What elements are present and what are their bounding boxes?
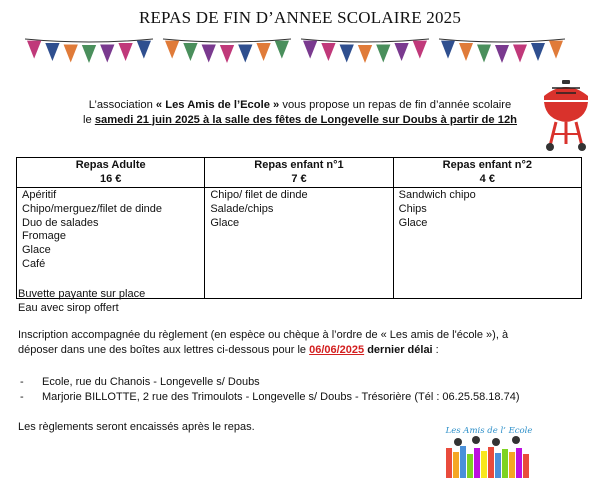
bunting-flag: [477, 45, 491, 63]
bunting-flag: [495, 45, 509, 63]
logo-text: Les Amis de l’ Ecole: [445, 426, 533, 436]
final-note: Les règlements seront encaissés après le repas.: [18, 421, 255, 433]
bunting-flag: [165, 41, 179, 59]
menu-column-header: [205, 158, 393, 188]
bunting-flag: [220, 45, 234, 63]
menu-item: Café: [22, 257, 46, 270]
bunting-flag: [202, 45, 216, 63]
bunting-flag: [340, 45, 354, 63]
inscription-colon: :: [432, 344, 439, 356]
bunting-flag: [441, 41, 455, 59]
menu-column-items: [17, 188, 205, 299]
address-item: [20, 390, 520, 405]
menu-item: Glace: [22, 244, 51, 257]
menu-column-header: [393, 158, 581, 188]
inscription-line1: Inscription accompagnée du règlement (en espèce ou chèque à l’ordre de « Les amis de l'école »), à: [18, 329, 509, 341]
page-title: REPAS DE FIN D’ANNEE SCOLAIRE 2025: [138, 8, 462, 27]
info-notes: [18, 287, 145, 315]
bunting-flag: [459, 43, 473, 61]
bunting-flag: [27, 41, 41, 59]
menu-column-header: [17, 158, 205, 188]
bunting-flag: [394, 43, 408, 61]
menu-item: Fromage: [22, 230, 67, 243]
bunting-flag: [100, 45, 114, 63]
menu-item: Sandwich chipo: [398, 189, 476, 201]
bunting-flag: [118, 43, 132, 61]
column-price: 16 €: [99, 172, 122, 185]
deadline-suffix: dernier délai: [364, 344, 433, 356]
menu-item: Chipo/ filet de dinde: [210, 189, 308, 201]
menu-item: Apéritif: [22, 189, 57, 201]
inscription-line2: [18, 343, 578, 358]
deadline-date: 06/06/2025: [309, 344, 365, 356]
bunting-flag: [82, 45, 96, 63]
bunting-flag: [358, 45, 372, 63]
event-details: samedi 21 juin 2025 à la salle des fêtes de Longevelle sur Doubs à partir de 12h: [94, 113, 518, 126]
menu-item: Chips: [398, 202, 427, 215]
association-name: « Les Amis de l’Ecole »: [155, 99, 280, 111]
intro-suffix: vous propose un repas de fin d’année scolaire: [279, 99, 512, 111]
menu-table: [16, 157, 582, 299]
list-bullet: -: [20, 376, 24, 388]
menu-column-items: [393, 188, 581, 299]
column-price: 4 €: [479, 172, 495, 185]
menu-item: Chipo/merguez/filet de dinde: [22, 202, 163, 215]
address-text: Marjorie BILLOTTE, 2 rue des Trimoulots - Longevelle s/ Doubs - Trésorière (Tél : 06.25.58.18.74): [42, 391, 520, 403]
intro-prefix: L’association: [88, 99, 156, 111]
bunting-flag: [137, 41, 151, 59]
bunting-decoration: [25, 36, 565, 72]
column-price: 7 €: [291, 172, 307, 185]
bunting-flag: [413, 41, 427, 59]
bunting-flag: [321, 43, 335, 61]
bunting-flag: [549, 41, 563, 59]
menu-item: Glace: [398, 216, 428, 229]
menu-column-items: [205, 188, 393, 299]
column-heading: Repas enfant n°1: [254, 159, 344, 171]
inscription-paragraph: [18, 328, 578, 358]
bunting-flag: [531, 43, 545, 61]
bunting-flag: [376, 45, 390, 63]
bunting-flag: [513, 45, 527, 63]
bunting-flag: [238, 45, 252, 63]
buvette-note: Buvette payante sur place: [18, 288, 146, 300]
column-heading: Repas enfant n°2: [442, 159, 533, 171]
bunting-flag: [256, 43, 270, 61]
bunting-flag: [303, 41, 317, 59]
address-list: [20, 375, 520, 405]
menu-item: Salade/chips: [210, 202, 274, 215]
bunting-flag: [183, 43, 197, 61]
eau-note: Eau avec sirop offert: [18, 302, 119, 314]
list-bullet: -: [20, 391, 24, 403]
bunting-flag: [45, 43, 59, 61]
intro-text: [0, 98, 600, 127]
intro-line2-prefix: le: [82, 113, 95, 126]
bunting-flag: [64, 45, 78, 63]
barbecue-icon: [538, 80, 594, 152]
inscription-line2-text: déposer dans une des boîtes aux lettres ci-dessous pour le: [18, 344, 310, 356]
address-text: Ecole, rue du Chanois - Longevelle s/ Doubs: [42, 376, 260, 388]
column-heading: Repas Adulte: [75, 159, 146, 171]
menu-item: Duo de salades: [22, 216, 99, 229]
address-item: [20, 375, 520, 390]
menu-item: Glace: [210, 216, 240, 229]
bunting-flag: [275, 41, 289, 59]
